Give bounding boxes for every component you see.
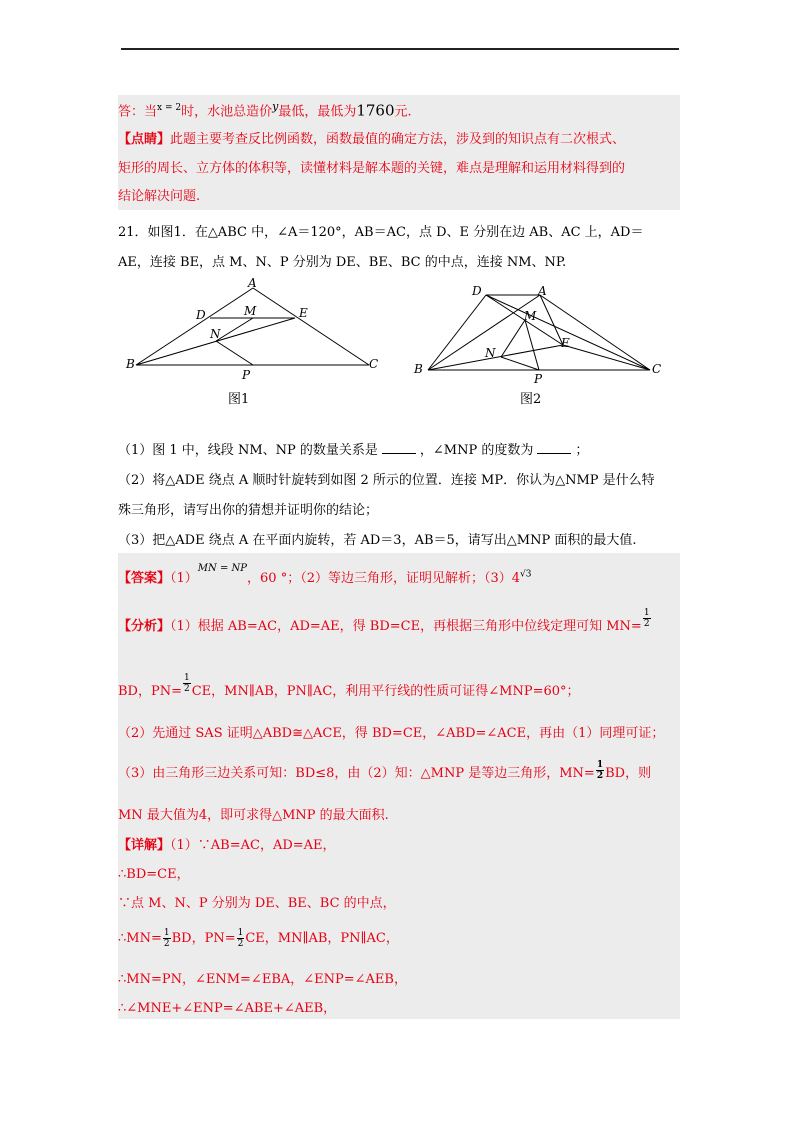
analysis-line-2: BD，PN= $\frac{1}{2}$ CE，MN∥AB，PN∥AC，利用平行线的性质可证得∠MNP=60°； xyxy=(118,673,580,699)
fig1-segment-AC xyxy=(253,288,369,365)
fig1-label-A: A xyxy=(248,276,257,290)
previous-comment-line-1: 【点睛】此题主要考查反比例函数，函数最值的确定方法，涉及到的知识点有二次根式、 xyxy=(118,132,626,147)
fig1-label-E: E xyxy=(299,306,308,320)
figure-1-labels xyxy=(125,276,378,382)
detail-line-2: ∴BD=CE， xyxy=(118,867,190,882)
fig1-segment-BE xyxy=(136,318,295,365)
fig1-label-M: M xyxy=(244,304,257,318)
previous-comment-line-2: 矩形的周长、立方体的体积等，读懂材料是解本题的关键，难点是理解和运用材料得到的 xyxy=(118,161,626,176)
detail-line-6: ∴∠MNE+∠ENP=∠ABE+∠AEB， xyxy=(118,1001,337,1016)
analysis-line-1: 【分析】（1）根据 AB=AC，AD=AE，得 BD=CE，再根据三角形中位线定理可知 MN= $\frac{1}{2}$ xyxy=(118,608,650,634)
fig1-label-P: P xyxy=(242,368,251,382)
fraction-half: $\frac{1}{2}$ xyxy=(237,928,244,949)
fig1-caption: 图1 xyxy=(228,392,250,407)
fig2-label-C: C xyxy=(652,362,662,376)
fig2-segment-NM xyxy=(501,320,525,357)
fig2-caption: 图2 xyxy=(520,392,542,407)
answer-blank-1 xyxy=(382,442,416,454)
figure-2 xyxy=(428,295,650,370)
fraction-half: $\frac{1}{2}$ xyxy=(184,673,190,694)
fig1-label-C: C xyxy=(369,357,379,371)
fraction-half: $\frac{1}{2}$ xyxy=(643,608,650,629)
analysis-line-3: （2）先通过 SAS 证明△ABD≅△ACE，得 BD=CE，∠ABD=∠ACE，再由（1）同理可证； xyxy=(118,726,665,741)
detail-line-3: ∵点 M、N、P 分别为 DE、BE、BC 的中点， xyxy=(118,896,396,911)
fig2-label-A: A xyxy=(538,284,547,298)
analysis-line-5: MN 最大值为4，即可求得△MNP 的最大面积. xyxy=(118,808,389,823)
fig1-label-D: D xyxy=(196,308,206,322)
fig2-segment-DB xyxy=(428,295,486,370)
fig2-label-E: E xyxy=(561,336,570,350)
fig2-segment-DC xyxy=(486,295,650,370)
previous-answer-line: 答：当$^{x = 2}$时，水池总造价$^y$最低，最低为1760元. xyxy=(118,100,412,120)
question-2-line-2: 殊三角形，请写出你的猜想并证明你的结论； xyxy=(118,503,379,518)
previous-comment-line-3: 结论解决问题. xyxy=(118,189,201,204)
fig2-segment-BE xyxy=(428,345,563,370)
fraction-half: $\frac{1}{2}$ xyxy=(596,760,604,781)
fig2-segment-AB xyxy=(428,295,540,370)
fig2-segment-EC xyxy=(563,345,650,370)
fig2-label-P: P xyxy=(534,372,543,386)
answer-blank-2 xyxy=(537,442,571,454)
fig1-segment-NM xyxy=(216,318,253,341)
problem-line-1: 21．如图1．在△ABC 中，∠A＝120°，AB＝AC，点 D、E 分别在边 AB、AC 上，AD＝ xyxy=(118,225,644,240)
header-rule xyxy=(121,48,679,50)
fig2-label-N: N xyxy=(485,346,496,360)
question-1: （1）图 1 中，线段 NM、NP 的数量关系是 ，∠MNP 的度数为 ； xyxy=(118,443,589,458)
question-2-line-1: （2）将△ADE 绕点 A 顺时针旋转到如图 2 所示的位置．连接 MP．你认为△NMP 是什么特 xyxy=(118,473,655,488)
fig1-label-N: N xyxy=(210,327,221,341)
fig2-segment-AC xyxy=(540,295,650,370)
answer-line: 【答案】$(1)^{MN = NP}$，60 °；（2）等边三角形，证明见解析；$(3)4^{√3}$ xyxy=(118,562,532,586)
figures xyxy=(118,275,680,415)
fraction-half: $\frac{1}{2}$ xyxy=(163,928,170,949)
fig1-label-B: B xyxy=(126,357,135,371)
question-3: （3）把△ADE 绕点 A 在平面内旋转，若 AD＝3，AB＝5，请写出△MNP 面积的最大值. xyxy=(118,533,637,548)
analysis-line-4: （3）由三角形三边关系可知：BD≤8，由（2）知：△MNP 是等边三角形，MN= $\frac{1}{2}$ BD，则 xyxy=(118,760,652,781)
detail-line-5: ∴MN=PN，∠ENM=∠EBA，∠ENP=∠AEB， xyxy=(118,972,407,987)
fig2-label-M: M xyxy=(524,309,537,323)
detail-line-4: ∴MN= $\frac{1}{2}$ BD，PN= $\frac{1}{2}$ CE，MN∥AB，PN∥AC， xyxy=(118,928,399,949)
detail-line-1: 【详解】（1）∵AB=AC，AD=AE， xyxy=(118,838,336,853)
fig2-label-B: B xyxy=(414,362,423,376)
figure-1 xyxy=(136,288,369,365)
problem-line-2: AE，连接 BE，点 M、N、P 分别为 DE、BE、BC 的中点，连接 NM、NP. xyxy=(118,255,567,270)
figure-2-labels xyxy=(413,284,661,386)
fig2-segment-NP xyxy=(501,357,539,370)
fig1-segment-NP xyxy=(216,341,253,365)
fig2-label-D: D xyxy=(472,284,482,298)
